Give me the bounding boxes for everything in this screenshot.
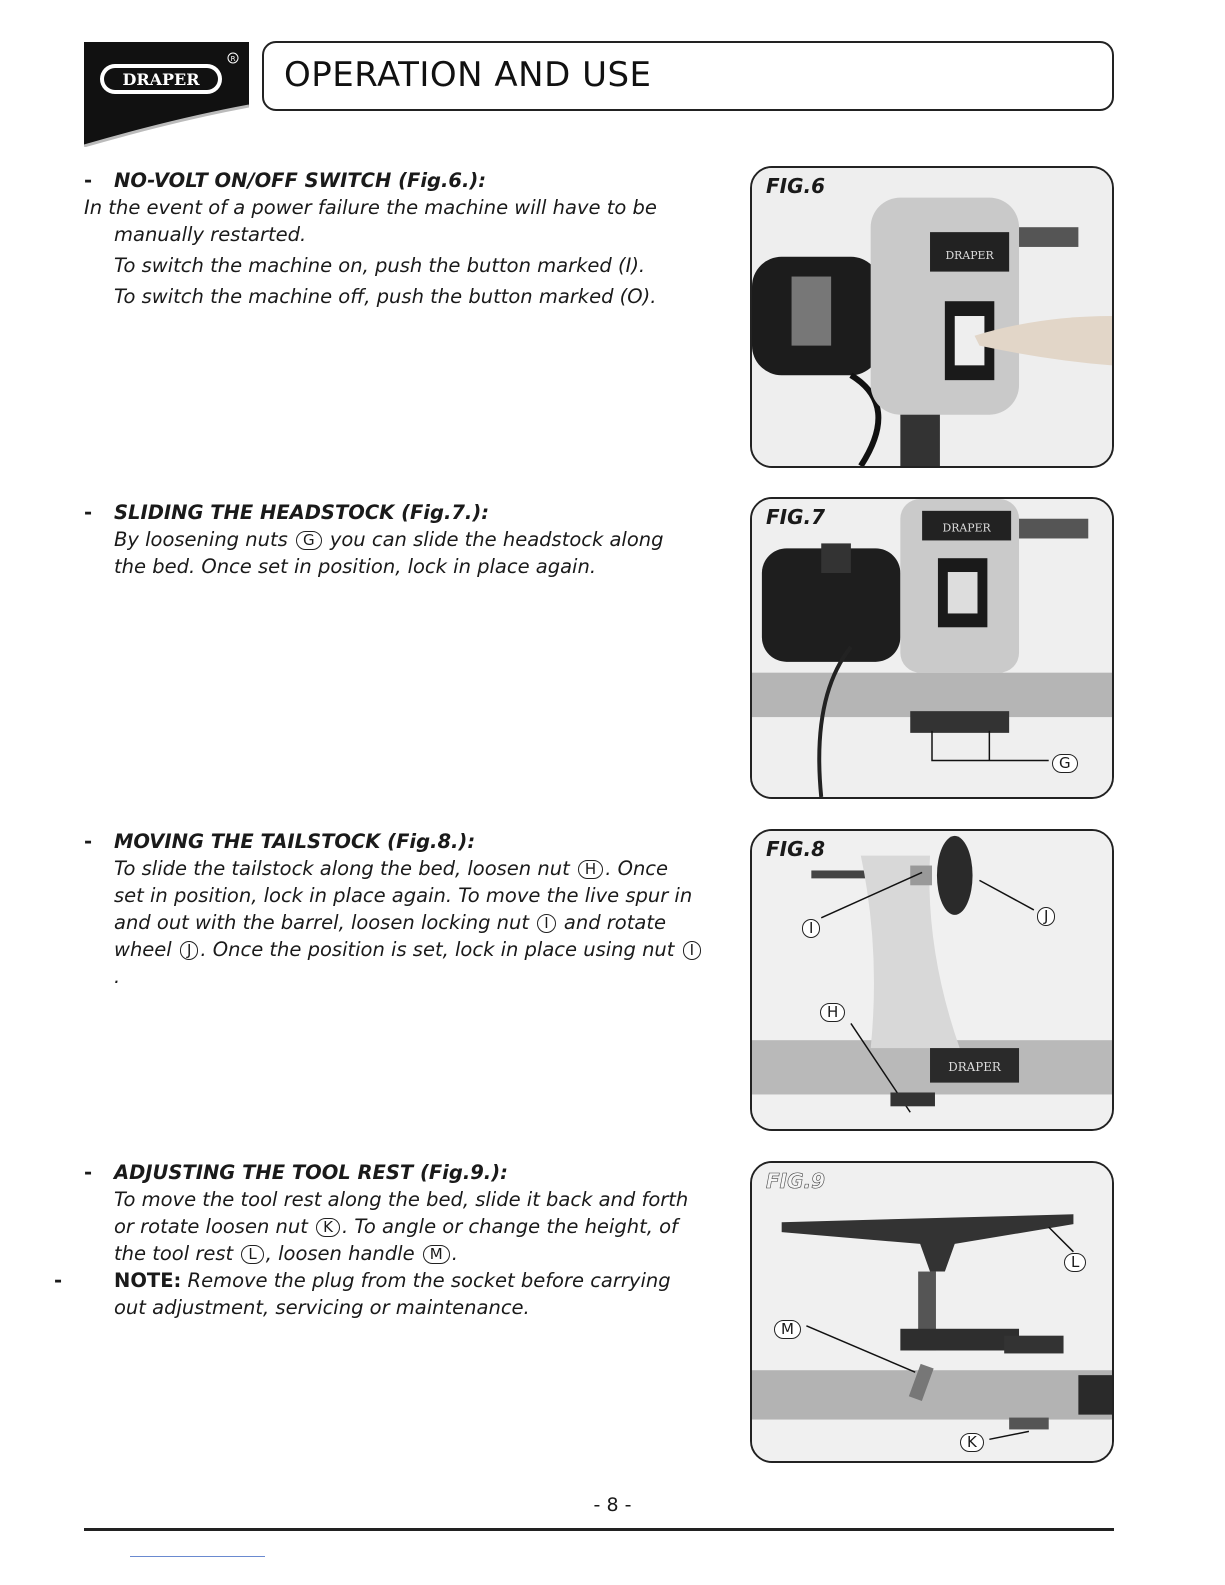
- footer-link-underline: [130, 1556, 265, 1557]
- toolrest-text-4: .: [451, 1242, 458, 1265]
- headstock-text-1: By loosening nuts: [114, 528, 288, 551]
- fig7-caption: FIG.7: [766, 505, 826, 529]
- tailstock-heading: MOVING THE TAILSTOCK (Fig.8.):: [114, 830, 476, 853]
- label-m: M: [423, 1245, 450, 1264]
- svg-text:DRAPER: DRAPER: [942, 521, 991, 535]
- fig7-photo: [752, 499, 1112, 797]
- figure-6: [750, 166, 1114, 468]
- label-j: J: [180, 941, 198, 960]
- tailstock-text-2: . Once set in position, lock in place again. To move the live spur in and out with the barrel, loosen locking nut: [114, 857, 693, 934]
- page-number: - 8 -: [593, 1494, 632, 1516]
- tailstock-text-3: and rotate wheel: [114, 911, 666, 961]
- fig8-photo: [752, 831, 1112, 1129]
- svg-text:R: R: [230, 55, 236, 63]
- figure-8: [750, 829, 1114, 1131]
- fig6-photo: [752, 168, 1112, 466]
- page-title: OPERATION AND USE: [284, 55, 652, 95]
- label-k: K: [316, 1218, 340, 1237]
- svg-text:DRAPER: DRAPER: [945, 248, 994, 262]
- label-i: I: [537, 914, 555, 933]
- fig8-label-i: I: [802, 919, 820, 938]
- toolrest-text-1: To move the tool rest along the bed, slide it back and forth or rotate loosen nut: [114, 1188, 689, 1238]
- label-l: L: [241, 1245, 263, 1264]
- svg-text:DRAPER: DRAPER: [948, 1059, 1001, 1074]
- fig9-photo: [752, 1163, 1112, 1461]
- headstock-heading: SLIDING THE HEADSTOCK (Fig.7.):: [114, 501, 490, 524]
- figure-7: [750, 497, 1114, 799]
- tailstock-text-5: .: [114, 965, 121, 988]
- tailstock-text-4: . Once the position is set, lock in place using nut: [200, 938, 675, 961]
- note-text: Remove the plug from the socket before carrying out adjustment, servicing or maintenance.: [114, 1269, 671, 1319]
- headstock-text-2: you can slide the headstock along the bed. Once set in position, lock in place again.: [114, 528, 664, 578]
- toolrest-text-3: , loosen handle: [265, 1242, 415, 1265]
- label-i-2: I: [683, 941, 701, 960]
- fig8-label-h: H: [820, 1003, 845, 1022]
- switch-line1: In the event of a power failure the machine will have to be: [84, 196, 657, 219]
- switch-line2: manually restarted.: [114, 223, 307, 246]
- tailstock-text-1: To slide the tailstock along the bed, loosen nut: [114, 857, 570, 880]
- fig9-label-k: K: [960, 1433, 984, 1452]
- brand-logo-text: DRAPER: [122, 70, 200, 89]
- fig6-caption: FIG.6: [766, 174, 826, 198]
- brand-logo: [84, 42, 249, 147]
- note-label: NOTE:: [114, 1269, 182, 1292]
- toolrest-text-2: . To angle or change the height, of the tool rest: [114, 1215, 678, 1265]
- switch-line4: To switch the machine off, push the button marked (O).: [114, 285, 657, 308]
- section-tailstock: - MOVING THE TAILSTOCK (Fig.8.): To slide the tailstock along the bed, loosen nut H . Once set in position, lock in place again. To move the live spur in and out with the barrel, loosen locking nut I and rotate wheel J . Once the position is set, lock in place using nut I.: [84, 828, 704, 990]
- fig8-caption: FIG.8: [766, 837, 826, 861]
- page-title-box: [262, 41, 1114, 111]
- fig9-caption: FIG.9: [766, 1169, 826, 1193]
- footer-divider: [84, 1528, 1114, 1531]
- fig9-label-l: L: [1064, 1253, 1086, 1272]
- label-h: H: [578, 860, 603, 879]
- section-headstock: - SLIDING THE HEADSTOCK (Fig.7.): By loosening nuts G you can slide the headstock along the bed. Once set in position, lock in place again.: [84, 501, 664, 578]
- fig8-label-j: J: [1037, 907, 1055, 926]
- switch-line3: To switch the machine on, push the button marked (I).: [114, 254, 646, 277]
- fig7-label-g: G: [1052, 754, 1078, 773]
- fig9-label-m: M: [774, 1320, 801, 1339]
- toolrest-heading: ADJUSTING THE TOOL REST (Fig.9.):: [114, 1161, 508, 1184]
- switch-heading: NO-VOLT ON/OFF SWITCH (Fig.6.):: [114, 169, 487, 192]
- label-g: G: [296, 531, 322, 550]
- figure-9: [750, 1161, 1114, 1463]
- section-toolrest: - ADJUSTING THE TOOL REST (Fig.9.): To move the tool rest along the bed, slide it back and forth or rotate loosen nut K . To angle or change the height, of the tool rest L , loosen handle M . - NOTE: Remove the plug from the socket before carrying out adjustment, servicing or maintenance.: [54, 1161, 689, 1319]
- section-switch: - NO-VOLT ON/OFF SWITCH (Fig.6.): In the event of a power failure the machine will have to be manually restarted. To switch the machine on, push the button marked (I). To switch the machine off, push the button marked (O).: [84, 167, 724, 310]
